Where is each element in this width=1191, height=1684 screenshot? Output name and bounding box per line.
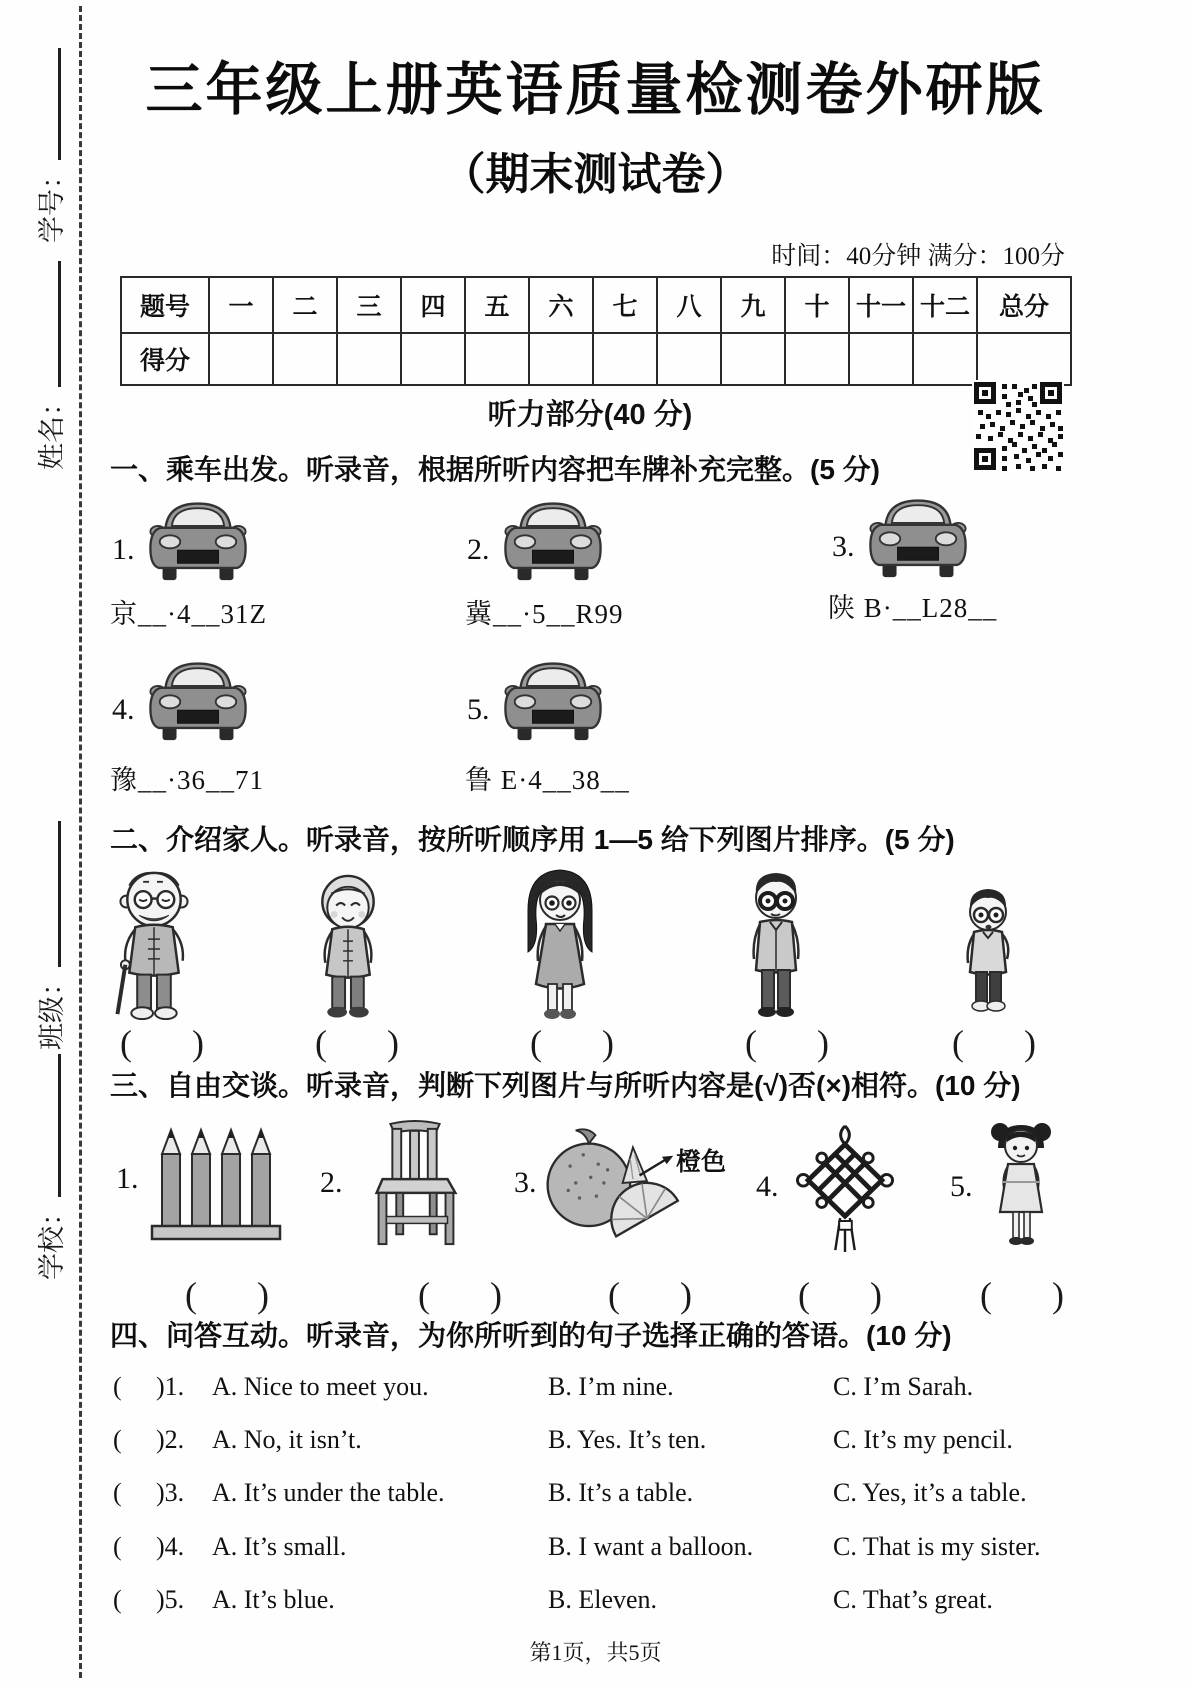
student-id-field: [30, 48, 69, 243]
option-b: B. Eleven.: [548, 1585, 658, 1614]
name-label: 姓名：: [37, 389, 67, 470]
qr-code: [972, 380, 1064, 472]
car-image-1: [142, 492, 254, 586]
school-label: 学校：: [37, 1199, 67, 1280]
answer-paren-open: (: [113, 1585, 122, 1614]
score-cell: [209, 333, 273, 385]
section3-item-number: 2.: [320, 1166, 343, 1199]
option-c: C. It’s my pencil.: [833, 1425, 1013, 1454]
car-item-number: 3.: [832, 530, 855, 563]
option-a: A. It’s blue.: [212, 1585, 335, 1614]
option-b: B. Yes. It’s ten.: [548, 1425, 707, 1454]
car-image-2: [497, 492, 609, 586]
score-cell: [465, 333, 529, 385]
school-field: [30, 1054, 69, 1280]
option-c: C. I’m Sarah.: [833, 1372, 974, 1401]
exam-time-info: 时间：40分钟 满分：100分: [771, 243, 1065, 270]
section3-answer-blank-1: ( ): [185, 1275, 269, 1315]
page-title: 三年级上册英语质量检测卷外研版: [145, 59, 1046, 122]
score-col: 一: [209, 277, 273, 333]
question-number: )1.: [156, 1372, 185, 1401]
score-cell: [657, 333, 721, 385]
section3-item-number: 1.: [116, 1162, 139, 1195]
score-col: 十: [785, 277, 849, 333]
orange-color-callout: 橙色: [676, 1148, 727, 1176]
option-b: B. It’s a table.: [548, 1478, 694, 1507]
car-item-number: 2.: [467, 533, 490, 566]
school-blank: [34, 1054, 61, 1197]
question-number: )5.: [156, 1585, 185, 1614]
class-field: [30, 821, 69, 1050]
option-b: B. I want a balloon.: [548, 1532, 754, 1561]
section3-answer-blank-3: ( ): [608, 1275, 692, 1315]
mcq-question-1: [0, 1372, 1191, 1406]
section3-item-number: 5.: [950, 1170, 973, 1203]
orange-image: [542, 1126, 692, 1238]
figure-grandfather: [95, 866, 213, 1024]
answer-paren-open: (: [113, 1478, 122, 1507]
option-a: A. It’s under the table.: [212, 1478, 445, 1507]
mcq-question-3: [0, 1478, 1191, 1512]
car-item-number: 1.: [112, 533, 135, 566]
score-cell: [273, 333, 337, 385]
license-plate-5: 鲁 E·4__38__: [465, 765, 630, 795]
score-table-header-label: 题号: [121, 277, 209, 333]
class-label: 班级：: [37, 969, 67, 1050]
question-number: )2.: [156, 1425, 185, 1454]
student-id-label: 学号：: [37, 162, 67, 243]
girl-image: [986, 1120, 1056, 1254]
score-table-header-row: [121, 277, 1071, 333]
figure-mother: [508, 866, 612, 1022]
car-image-3: [862, 489, 974, 583]
mcq-question-4: [0, 1532, 1191, 1566]
score-col: 八: [657, 277, 721, 333]
section3-answer-blank-2: ( ): [418, 1275, 502, 1315]
option-a: A. It’s small.: [212, 1532, 347, 1561]
section3-item-number: 3.: [514, 1166, 537, 1199]
license-plate-2: 冀__·5__R99: [465, 599, 624, 629]
score-col: 二: [273, 277, 337, 333]
score-table: [120, 276, 1072, 386]
section2-answer-blank-3: ( ): [530, 1023, 614, 1063]
option-a: A. No, it isn’t.: [212, 1425, 362, 1454]
option-a: A. Nice to meet you.: [212, 1372, 429, 1401]
name-field: [30, 261, 69, 470]
pencils-image: [148, 1126, 284, 1246]
score-cell: [785, 333, 849, 385]
section2-answer-blank-4: ( ): [745, 1023, 829, 1063]
score-cell: [849, 333, 913, 385]
page-number-footer: 第1页，共5页: [529, 1640, 662, 1665]
score-col: 九: [721, 277, 785, 333]
score-col: 六: [529, 277, 593, 333]
student-id-blank: [34, 48, 61, 160]
option-b: B. I’m nine.: [548, 1372, 674, 1401]
car-image-4: [142, 652, 254, 746]
score-col-total: 总分: [977, 277, 1071, 333]
section2-answer-blank-5: ( ): [952, 1023, 1036, 1063]
chinese-knot-image: [792, 1124, 898, 1254]
score-col: 十二: [913, 277, 977, 333]
chair-image: [364, 1120, 466, 1250]
section3-item-number: 4.: [756, 1170, 779, 1203]
option-c: C. That is my sister.: [833, 1532, 1041, 1561]
score-cell: [977, 333, 1071, 385]
question-number: )3.: [156, 1478, 185, 1507]
score-col: 十一: [849, 277, 913, 333]
section3-answer-blank-4: ( ): [798, 1275, 882, 1315]
car-item-number: 4.: [112, 693, 135, 726]
section2-answer-blank-1: ( ): [120, 1023, 204, 1063]
score-col: 三: [337, 277, 401, 333]
answer-paren-open: (: [113, 1425, 122, 1454]
class-blank: [34, 821, 61, 967]
answer-paren-open: (: [113, 1532, 122, 1561]
score-col: 四: [401, 277, 465, 333]
mcq-question-5: [0, 1585, 1191, 1619]
score-col: 五: [465, 277, 529, 333]
license-plate-4: 豫__·36__71: [110, 765, 264, 795]
option-c: C. Yes, it’s a table.: [833, 1478, 1027, 1507]
license-plate-1: 京__·4__31Z: [110, 599, 267, 629]
page-subtitle: （期末测试卷）: [441, 150, 750, 199]
section3-heading: 三、自由交谈。听录音，判断下列图片与所听内容是(√)否(×)相符。(10 分): [110, 1070, 1021, 1101]
car-image-5: [497, 652, 609, 746]
car-item-number: 5.: [467, 693, 490, 726]
score-cell: [721, 333, 785, 385]
section4-heading: 四、问答互动。听录音，为你所听到的句子选择正确的答语。(10 分): [110, 1320, 952, 1351]
score-cell: [401, 333, 465, 385]
score-cell: [593, 333, 657, 385]
section2-answer-blank-2: ( ): [315, 1023, 399, 1063]
question-number: )4.: [156, 1532, 185, 1561]
score-cell: [913, 333, 977, 385]
license-plate-3: 陕 B·__L28__: [828, 593, 998, 623]
figure-boy: [946, 884, 1030, 1024]
score-row-label: 得分: [121, 333, 209, 385]
name-blank: [34, 261, 61, 387]
mcq-question-2: [0, 1425, 1191, 1459]
score-cell: [337, 333, 401, 385]
section2-heading: 二、介绍家人。听录音，按所听顺序用 1—5 给下列图片排序。(5 分): [110, 824, 955, 855]
figure-grandmother: [298, 872, 398, 1022]
score-table-score-row: [121, 333, 1071, 385]
listening-section-header: 听力部分(40 分): [487, 399, 693, 431]
figure-father: [728, 866, 824, 1022]
score-cell: [529, 333, 593, 385]
answer-paren-open: (: [113, 1372, 122, 1401]
score-col: 七: [593, 277, 657, 333]
section3-answer-blank-5: ( ): [980, 1275, 1064, 1315]
option-c: C. That’s great.: [833, 1585, 993, 1614]
section1-heading: 一、乘车出发。听录音，根据所听内容把车牌补充完整。(5 分): [110, 454, 881, 485]
